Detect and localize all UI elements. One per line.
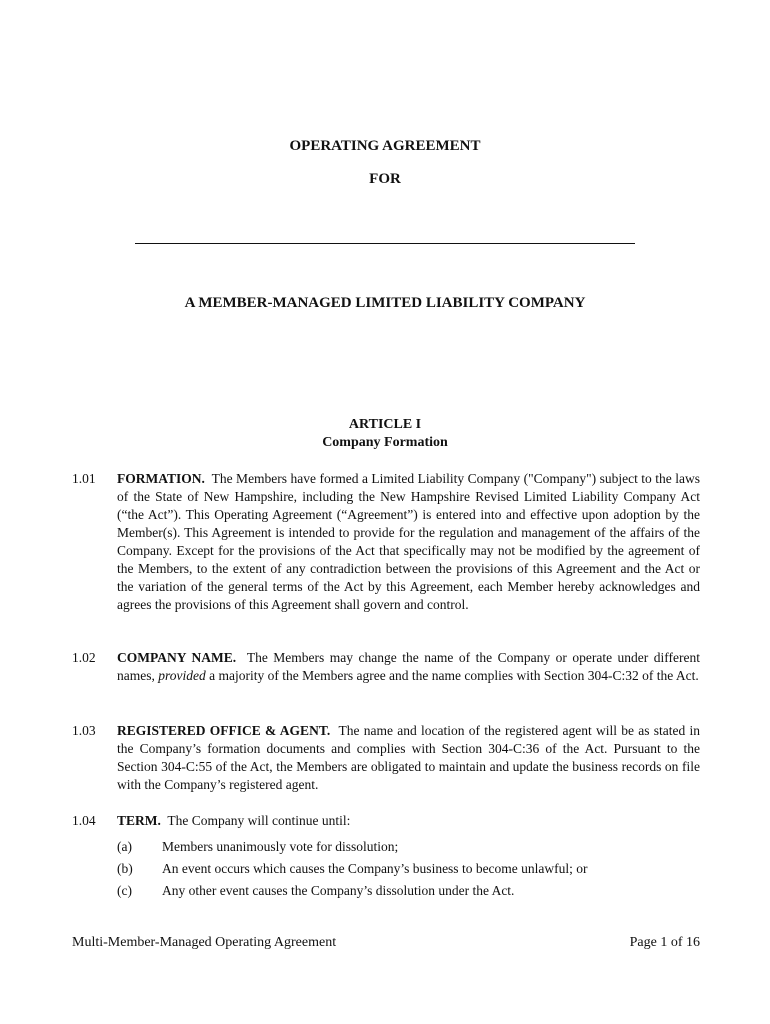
- section-1-01: [72, 470, 700, 614]
- section-body: [117, 470, 700, 614]
- article-number: ARTICLE I: [348, 417, 422, 432]
- document-title: OPERATING AGREEMENT: [289, 138, 481, 154]
- article-name: Company Formation: [322, 435, 448, 450]
- document-subtitle: A MEMBER-MANAGED LIMITED LIABILITY COMPANY: [184, 295, 586, 311]
- section-heading: FORMATION.: [117, 471, 205, 486]
- section-heading: COMPANY NAME.: [117, 650, 237, 665]
- list-label: (a): [117, 839, 132, 854]
- list-item: [117, 882, 677, 904]
- list-item: [117, 860, 677, 882]
- section-number: 1.02: [72, 650, 96, 665]
- section-body: [117, 649, 700, 685]
- section-body: [117, 812, 700, 830]
- term-list: [117, 838, 677, 904]
- section-text: The Members may change the name of the Company or operate under different names,: [117, 650, 700, 683]
- company-name-blank-line: [135, 243, 635, 244]
- section-text-italic: provided: [158, 668, 206, 683]
- section-number: 1.03: [72, 723, 96, 738]
- section-text: a majority of the Members agree and the name complies with Section 304-C:32 of the Act.: [209, 668, 699, 683]
- page-number: Page 1 of 16: [629, 935, 700, 950]
- list-text: Members unanimously vote for dissolution;: [162, 839, 399, 854]
- list-text: Any other event causes the Company’s dissolution under the Act.: [162, 883, 515, 898]
- section-body: [117, 722, 700, 794]
- section-1-02: [72, 649, 700, 685]
- list-text: An event occurs which causes the Company’s business to become unlawful; or: [162, 861, 588, 876]
- section-text: The Members have formed a Limited Liability Company ("Company") subject to the laws of the State of New Hampshire, including the New Hampshire Revised Limited Liability Company Act (“the Act”). This Operating Agreement (“Agreement”) is entered into and effective upon adoption by the Member(s). This Agreement is intended to provide for the regulation and management of the affairs of the Company. Except for the provisions of the Act that specifically may not be modified by the agreement of the Members, to the extent of any contradiction between the provisions of this Agreement and the Act or the variation of the general terms of the Act by this Agreement, each Member hereby acknowledges and agrees the provisions of this Agreement shall govern and control.: [117, 471, 700, 612]
- section-heading: REGISTERED OFFICE & AGENT.: [117, 723, 331, 738]
- section-text: The Company will continue until:: [167, 813, 351, 828]
- document-title-for: FOR: [369, 171, 401, 187]
- list-label: (b): [117, 861, 133, 876]
- section-1-04: [72, 812, 700, 830]
- section-text: The name and location of the registered agent will be as stated in the Company’s formation documents and complies with Section 304-C:36 of the Act. Pursuant to the Section 304-C:55 of the Act, the Members are obligated to maintain and update the business records on file with the Company’s registered agent.: [117, 723, 700, 792]
- list-label: (c): [117, 883, 132, 898]
- section-number: 1.01: [72, 471, 96, 486]
- section-heading: TERM.: [117, 813, 161, 828]
- list-item: [117, 838, 677, 860]
- section-1-03: [72, 722, 700, 794]
- section-number: 1.04: [72, 813, 96, 828]
- footer-document-name: Multi-Member-Managed Operating Agreement: [72, 935, 337, 950]
